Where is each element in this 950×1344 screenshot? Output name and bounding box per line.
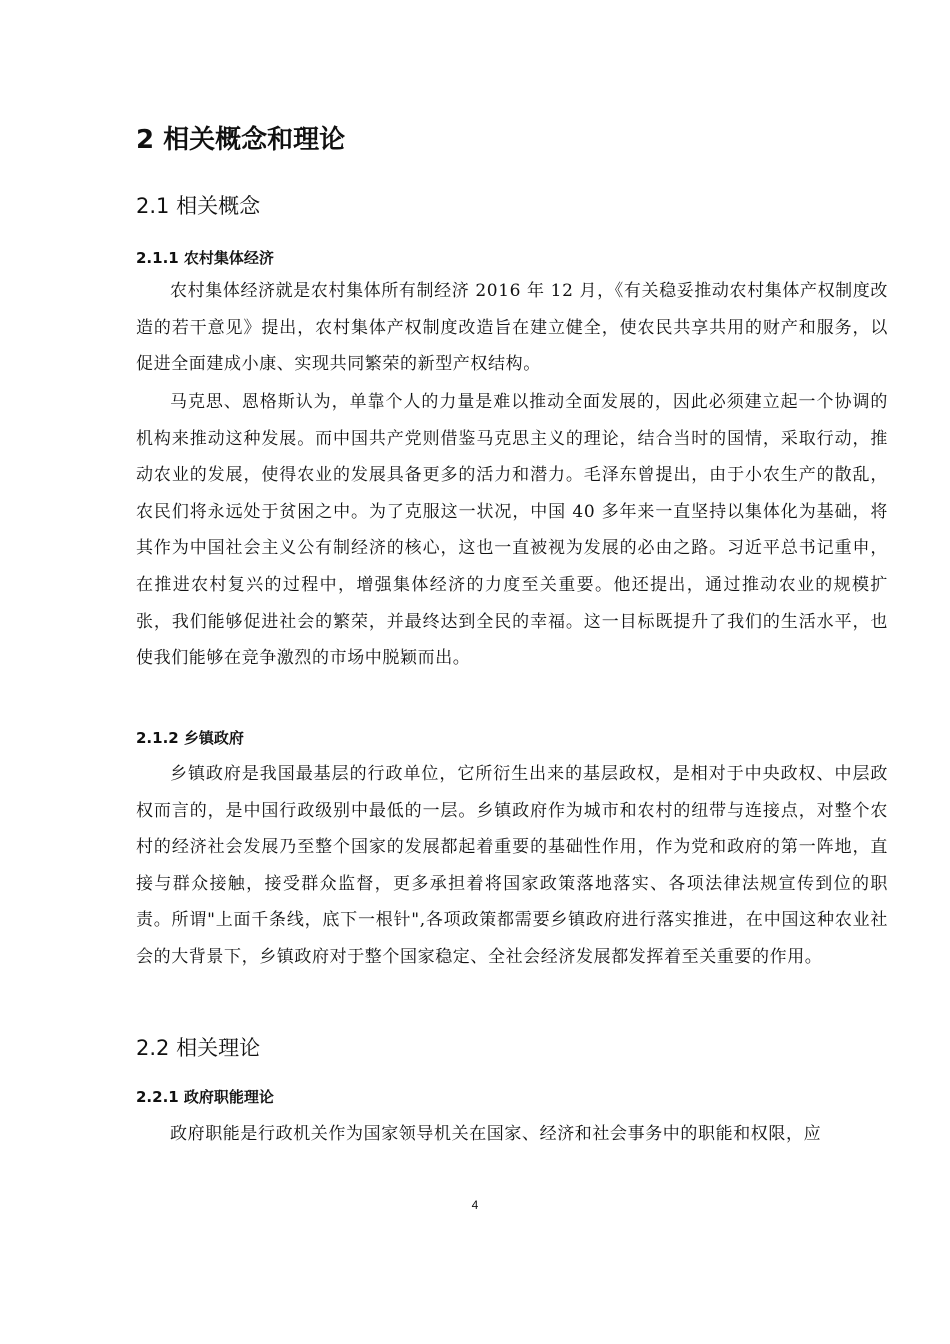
paragraph: 乡镇政府是我国最基层的行政单位，它所衍生出来的基层政权，是相对于中央政权、中层政权而言的，是中国行政级别中最低的一层。乡镇政府作为城市和农村的纽带与连接点，对整个农村的经济社会发展乃至整个国家的发展都起着重要的基础性作用，作为党和政府的第一阵地，直接与群众接触，接受群众监督，更多承担着将国家政策落地落实、各项法律法规宣传到位的职责。所谓"上面千条线，底下一根针",各项政策都需要乡镇政府进行落实推进，在中国这种农业社会的大背景下，乡镇政府对于整个国家稳定、全社会经济发展都发挥着至关重要的作用。 <box>136 764 888 967</box>
paragraph: 马克思、恩格斯认为，单靠个人的力量是难以推动全面发展的，因此必须建立起一个协调的机构来推动这种发展。而中国共产党则借鉴马克思主义的理论，结合当时的国情，采取行动，推动农业的发展，使得农业的发展具备更多的活力和潜力。毛泽东曾提出，由于小农生产的散乱，农民们将永远处于贫困之中。为了克服这一状况，中国 40 多年来一直坚持以集体化为基础，将其作为中国社会主义公有制经济的核心，这也一直被视为发展的必由之路。习近平总书记重申，在推进农村复兴的过程中，增强集体经济的力度至关重要。他还提出，通过推动农业的规模扩张，我们能够促进社会的繁荣，并最终达到全民的幸福。这一目标既提升了我们的生活水平，也使我们能够在竞争激烈的市场中脱颖而出。 <box>136 392 888 669</box>
subsection-heading-2-1-1: 2.1.1 农村集体经济 <box>136 249 274 267</box>
chapter-title: 2 相关概念和理论 <box>136 125 346 155</box>
subsection-heading-2-2-1: 2.2.1 政府职能理论 <box>136 1088 274 1106</box>
section-heading-2-2: 2.2 相关理论 <box>136 1036 261 1060</box>
paragraph: 政府职能是行政机关作为国家领导机关在国家、经济和社会事务中的职能和权限，应 <box>170 1124 822 1144</box>
page-number: 4 <box>471 1198 479 1212</box>
subsection-heading-2-1-2: 2.1.2 乡镇政府 <box>136 729 244 747</box>
section-heading-2-1: 2.1 相关概念 <box>136 194 261 218</box>
paragraph: 农村集体经济就是农村集体所有制经济 2016 年 12 月，《有关稳妥推动农村集体产权制度改造的若干意见》提出，农村集体产权制度改造旨在建立健全，使农民共享共用的财产和服务，以促进全面建成小康、实现共同繁荣的新型产权结构。 <box>136 281 888 375</box>
